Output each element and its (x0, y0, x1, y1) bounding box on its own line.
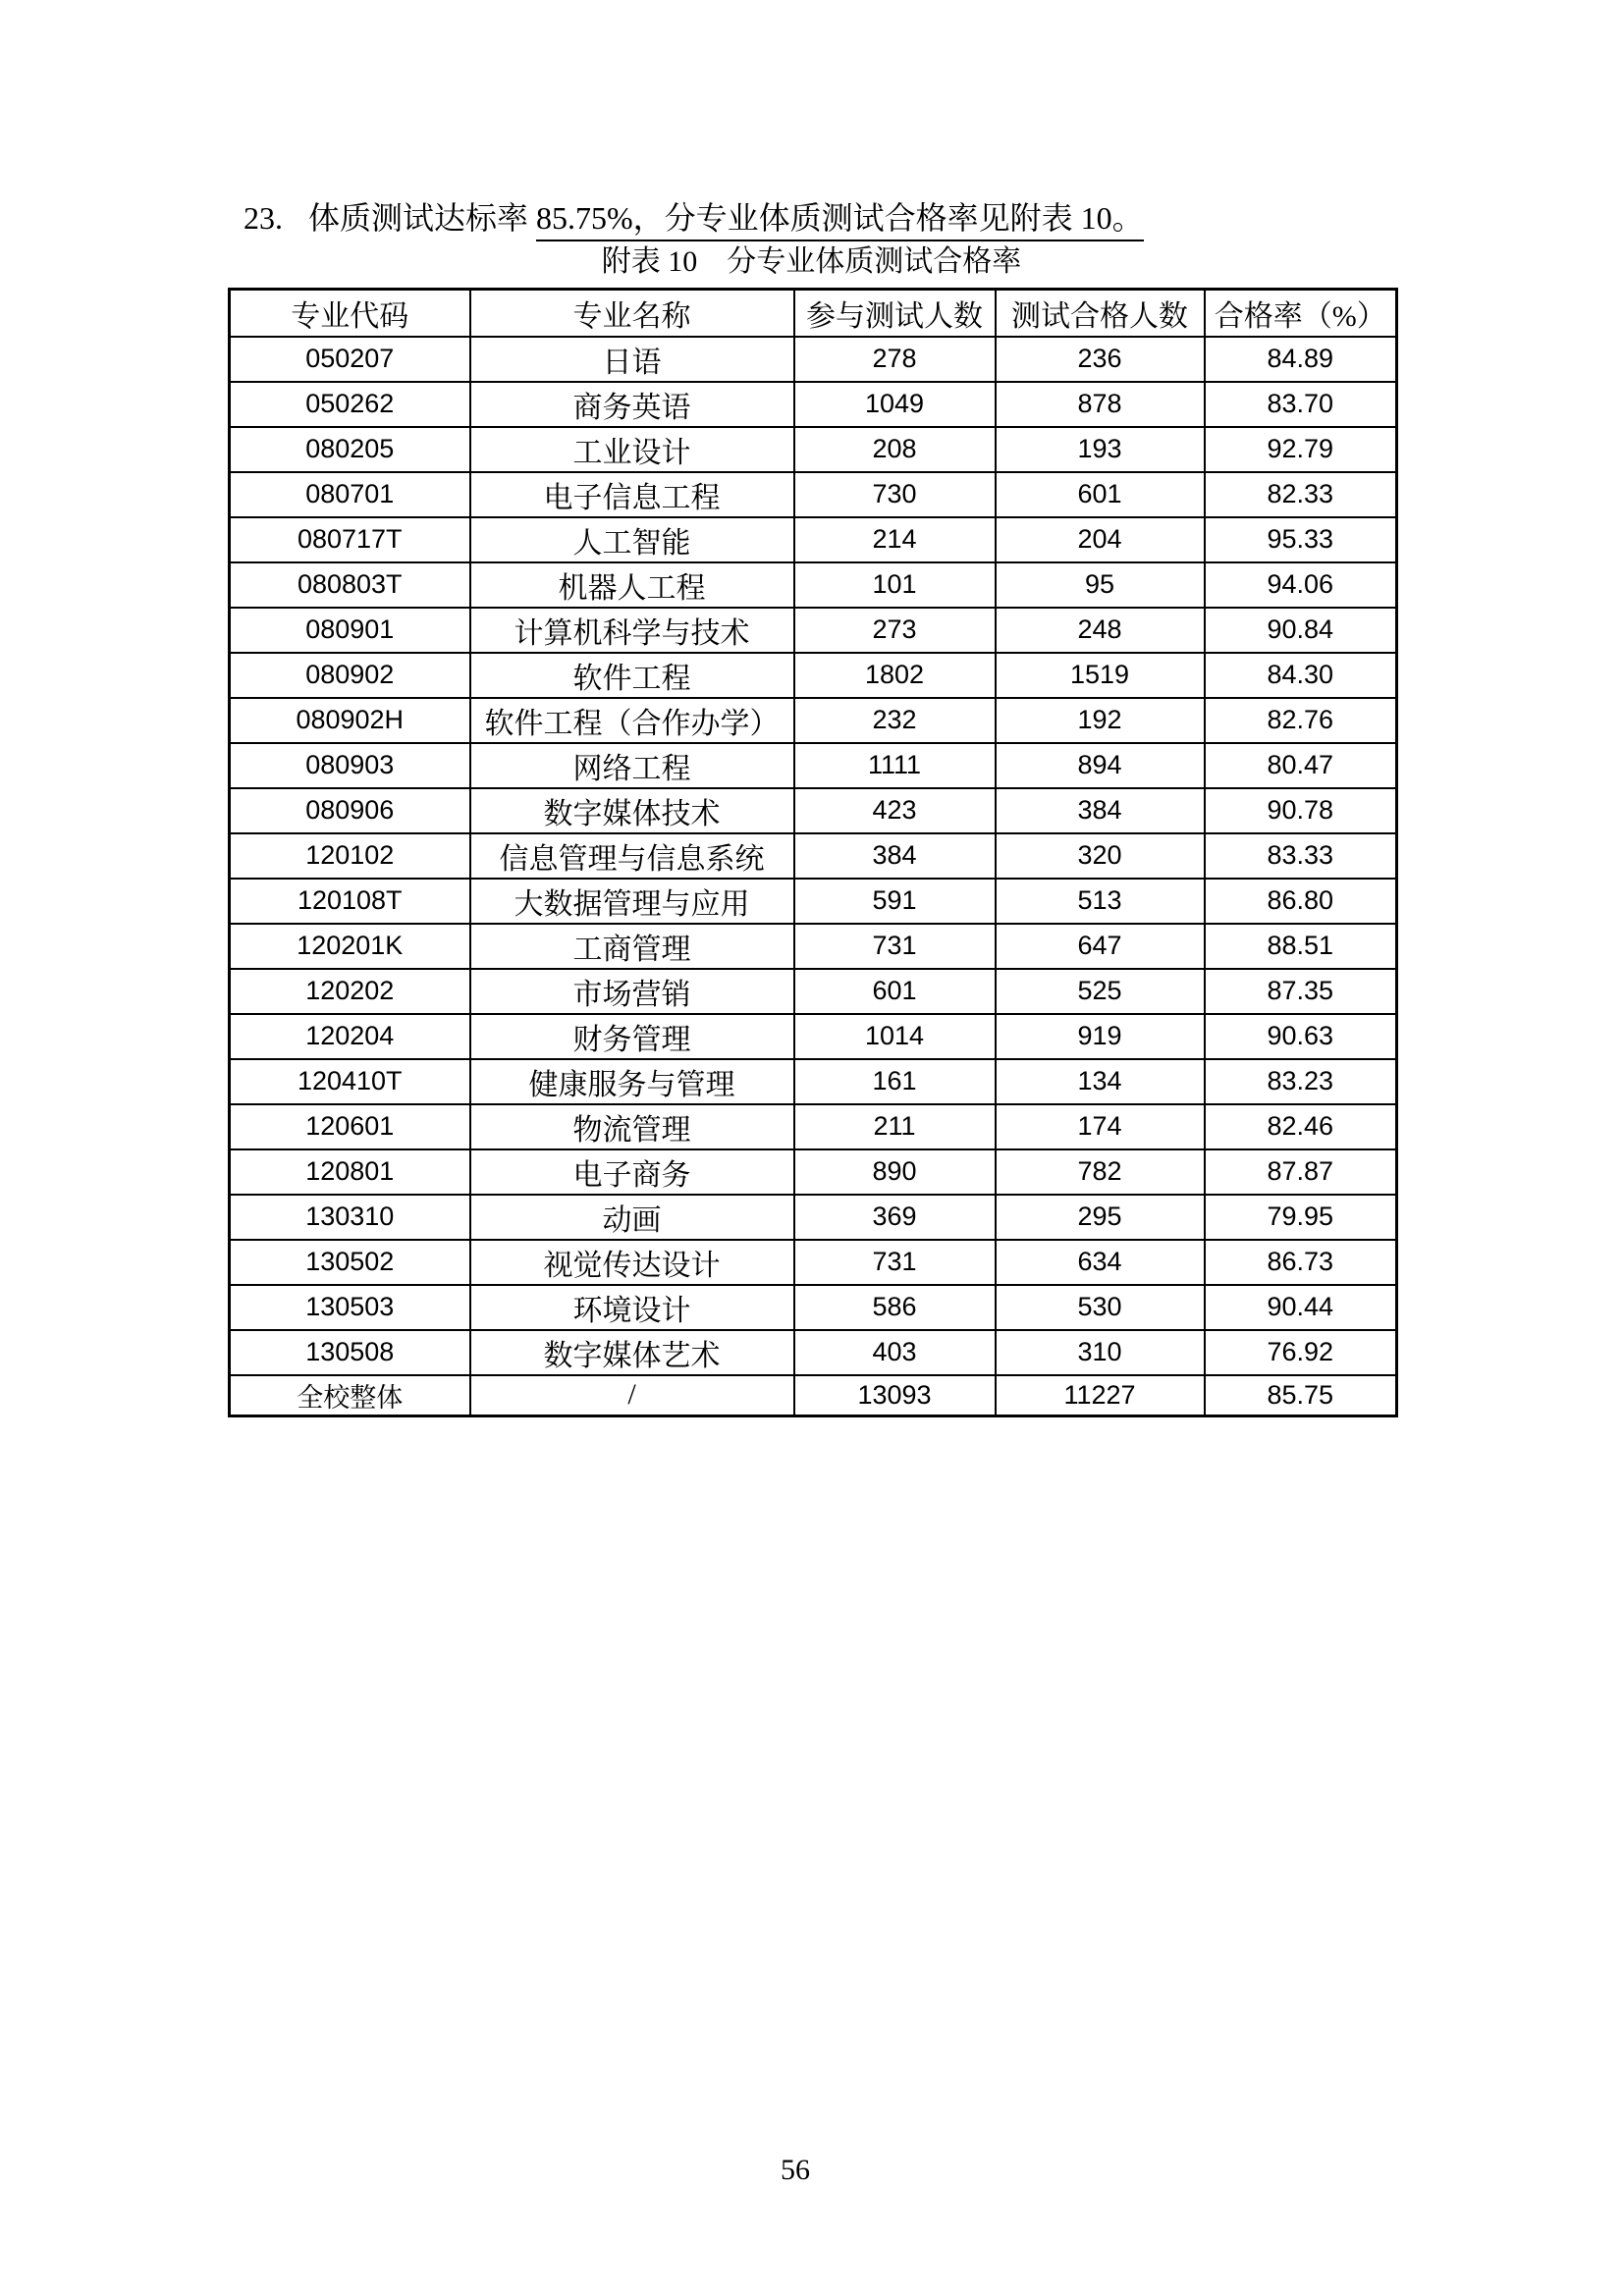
table-cell: 11227 (996, 1375, 1205, 1416)
table-cell: 数字媒体技术 (470, 788, 794, 833)
table-cell: 视觉传达设计 (470, 1240, 794, 1285)
table-cell: 120201K (230, 924, 470, 969)
table-cell: 90.44 (1205, 1285, 1397, 1330)
table-cell: 13093 (794, 1375, 996, 1416)
table-row (230, 653, 1397, 698)
table-cell: 525 (996, 969, 1205, 1014)
table-cell: 大数据管理与应用 (470, 879, 794, 924)
table-row (230, 1195, 1397, 1240)
heading-underlined-text: 85.75%，分专业体质测试合格率见附表 10。 (536, 200, 1144, 241)
table-cell: 信息管理与信息系统 (470, 833, 794, 879)
table-cell: 278 (794, 337, 996, 382)
table-cell: 193 (996, 427, 1205, 472)
table-cell: 94.06 (1205, 562, 1397, 608)
table-cell: 电子信息工程 (470, 472, 794, 517)
table-cell: 384 (996, 788, 1205, 833)
table-cell: 1049 (794, 382, 996, 427)
table-cell: 080901 (230, 608, 470, 653)
table-row (230, 517, 1397, 562)
table-cell: 1111 (794, 743, 996, 788)
section-heading (243, 198, 1144, 238)
table-cell: 76.92 (1205, 1330, 1397, 1375)
table-cell: 83.33 (1205, 833, 1397, 879)
table-cell: 环境设计 (470, 1285, 794, 1330)
table-row (230, 427, 1397, 472)
table-cell: 161 (794, 1059, 996, 1104)
table-row (230, 1149, 1397, 1195)
table-row (230, 1059, 1397, 1104)
table-row (230, 743, 1397, 788)
table-cell: 86.80 (1205, 879, 1397, 924)
table-row (230, 924, 1397, 969)
table-cell: 310 (996, 1330, 1205, 1375)
table-cell: 市场营销 (470, 969, 794, 1014)
table-cell: 174 (996, 1104, 1205, 1149)
table-cell: 634 (996, 1240, 1205, 1285)
table-cell: 财务管理 (470, 1014, 794, 1059)
table-cell: 84.30 (1205, 653, 1397, 698)
table-cell: 120801 (230, 1149, 470, 1195)
table-cell: 080906 (230, 788, 470, 833)
table-cell: 120204 (230, 1014, 470, 1059)
table-cell: 人工智能 (470, 517, 794, 562)
table-cell: 591 (794, 879, 996, 924)
table-cell: 423 (794, 788, 996, 833)
table-cell: 586 (794, 1285, 996, 1330)
table-cell: 82.33 (1205, 472, 1397, 517)
table-cell: 369 (794, 1195, 996, 1240)
table-row (230, 1375, 1397, 1416)
page-number: 56 (781, 2154, 810, 2186)
table-cell: 130502 (230, 1240, 470, 1285)
table-cell: 全校整体 (230, 1375, 470, 1416)
table-cell: 1014 (794, 1014, 996, 1059)
table-cell: 080902H (230, 698, 470, 743)
table-cell: 130508 (230, 1330, 470, 1375)
table-cell: 134 (996, 1059, 1205, 1104)
table-cell: 208 (794, 427, 996, 472)
table-cell: 机器人工程 (470, 562, 794, 608)
table-cell: 236 (996, 337, 1205, 382)
table-cell: 120102 (230, 833, 470, 879)
table-cell: 130310 (230, 1195, 470, 1240)
table-cell: 工商管理 (470, 924, 794, 969)
table-cell: 软件工程（合作办学） (470, 698, 794, 743)
table-cell: 80.47 (1205, 743, 1397, 788)
table-row (230, 1330, 1397, 1375)
table-cell: 商务英语 (470, 382, 794, 427)
table-cell: 080902 (230, 653, 470, 698)
table-cell: 92.79 (1205, 427, 1397, 472)
table-row (230, 1285, 1397, 1330)
table-cell: 919 (996, 1014, 1205, 1059)
table-row (230, 833, 1397, 879)
fitness-test-table (228, 288, 1398, 1417)
table-cell: 730 (794, 472, 996, 517)
table-cell: 88.51 (1205, 924, 1397, 969)
table-cell: 1519 (996, 653, 1205, 698)
table-cell: 87.87 (1205, 1149, 1397, 1195)
table-cell: 211 (794, 1104, 996, 1149)
table-cell: 工业设计 (470, 427, 794, 472)
table-title: 附表 10 分专业体质测试合格率 (601, 245, 1022, 278)
table-cell: 电子商务 (470, 1149, 794, 1195)
table-row (230, 562, 1397, 608)
table-cell: 1802 (794, 653, 996, 698)
table-cell: 050262 (230, 382, 470, 427)
table-cell: 320 (996, 833, 1205, 879)
table-cell: 85.75 (1205, 1375, 1397, 1416)
table-row (230, 337, 1397, 382)
column-header-pass-rate: 合格率（%） (1205, 290, 1397, 337)
table-cell: 601 (996, 472, 1205, 517)
table-cell: 101 (794, 562, 996, 608)
table-cell: 731 (794, 924, 996, 969)
table-cell: 601 (794, 969, 996, 1014)
table-cell: 080205 (230, 427, 470, 472)
table-cell: 健康服务与管理 (470, 1059, 794, 1104)
table-cell: 82.76 (1205, 698, 1397, 743)
table-cell: 878 (996, 382, 1205, 427)
table-cell: 080803T (230, 562, 470, 608)
table-cell: 192 (996, 698, 1205, 743)
table-cell: 90.78 (1205, 788, 1397, 833)
table-cell: 782 (996, 1149, 1205, 1195)
table-cell: 87.35 (1205, 969, 1397, 1014)
table-cell: 731 (794, 1240, 996, 1285)
table-cell: 数字媒体艺术 (470, 1330, 794, 1375)
table-cell: 513 (996, 879, 1205, 924)
table-row (230, 698, 1397, 743)
table-cell: 214 (794, 517, 996, 562)
table-cell: 83.23 (1205, 1059, 1397, 1104)
table-cell: 204 (996, 517, 1205, 562)
table-cell: 计算机科学与技术 (470, 608, 794, 653)
table-cell: 120108T (230, 879, 470, 924)
column-header-tested-count: 参与测试人数 (794, 290, 996, 337)
table-cell: 050207 (230, 337, 470, 382)
table-cell: 83.70 (1205, 382, 1397, 427)
table-cell: 90.84 (1205, 608, 1397, 653)
table-cell: 79.95 (1205, 1195, 1397, 1240)
column-header-major-code: 专业代码 (230, 290, 470, 337)
table-cell: 232 (794, 698, 996, 743)
table-cell: 120202 (230, 969, 470, 1014)
table-cell: 894 (996, 743, 1205, 788)
table-cell: 647 (996, 924, 1205, 969)
table-row (230, 472, 1397, 517)
table-row (230, 1240, 1397, 1285)
table-cell: 95 (996, 562, 1205, 608)
table-cell: 网络工程 (470, 743, 794, 788)
table-cell: 295 (996, 1195, 1205, 1240)
table-row (230, 788, 1397, 833)
column-header-passed-count: 测试合格人数 (996, 290, 1205, 337)
table-row (230, 1104, 1397, 1149)
table-cell: 130503 (230, 1285, 470, 1330)
table-cell: 95.33 (1205, 517, 1397, 562)
table-cell: 90.63 (1205, 1014, 1397, 1059)
table-cell: 384 (794, 833, 996, 879)
table-row (230, 1014, 1397, 1059)
table-cell: 物流管理 (470, 1104, 794, 1149)
table-row (230, 969, 1397, 1014)
table-cell: 日语 (470, 337, 794, 382)
table-row (230, 382, 1397, 427)
table-cell: 动画 (470, 1195, 794, 1240)
table-row (230, 608, 1397, 653)
table-cell: 530 (996, 1285, 1205, 1330)
table-cell: 890 (794, 1149, 996, 1195)
table-cell: 248 (996, 608, 1205, 653)
table-header-row (230, 290, 1397, 337)
heading-text: 体质测试达标率 (308, 200, 537, 236)
table-cell: 080903 (230, 743, 470, 788)
table-row (230, 879, 1397, 924)
column-header-major-name: 专业名称 (470, 290, 794, 337)
table-cell: 82.46 (1205, 1104, 1397, 1149)
table-cell: 120410T (230, 1059, 470, 1104)
table-cell: 080701 (230, 472, 470, 517)
table-cell: 软件工程 (470, 653, 794, 698)
table-cell: 86.73 (1205, 1240, 1397, 1285)
table-cell: 080717T (230, 517, 470, 562)
table-cell: 273 (794, 608, 996, 653)
table-body (230, 337, 1397, 1416)
table-cell: / (470, 1375, 794, 1416)
heading-number: 23. (243, 200, 283, 236)
table-cell: 403 (794, 1330, 996, 1375)
table-cell: 84.89 (1205, 337, 1397, 382)
table-cell: 120601 (230, 1104, 470, 1149)
